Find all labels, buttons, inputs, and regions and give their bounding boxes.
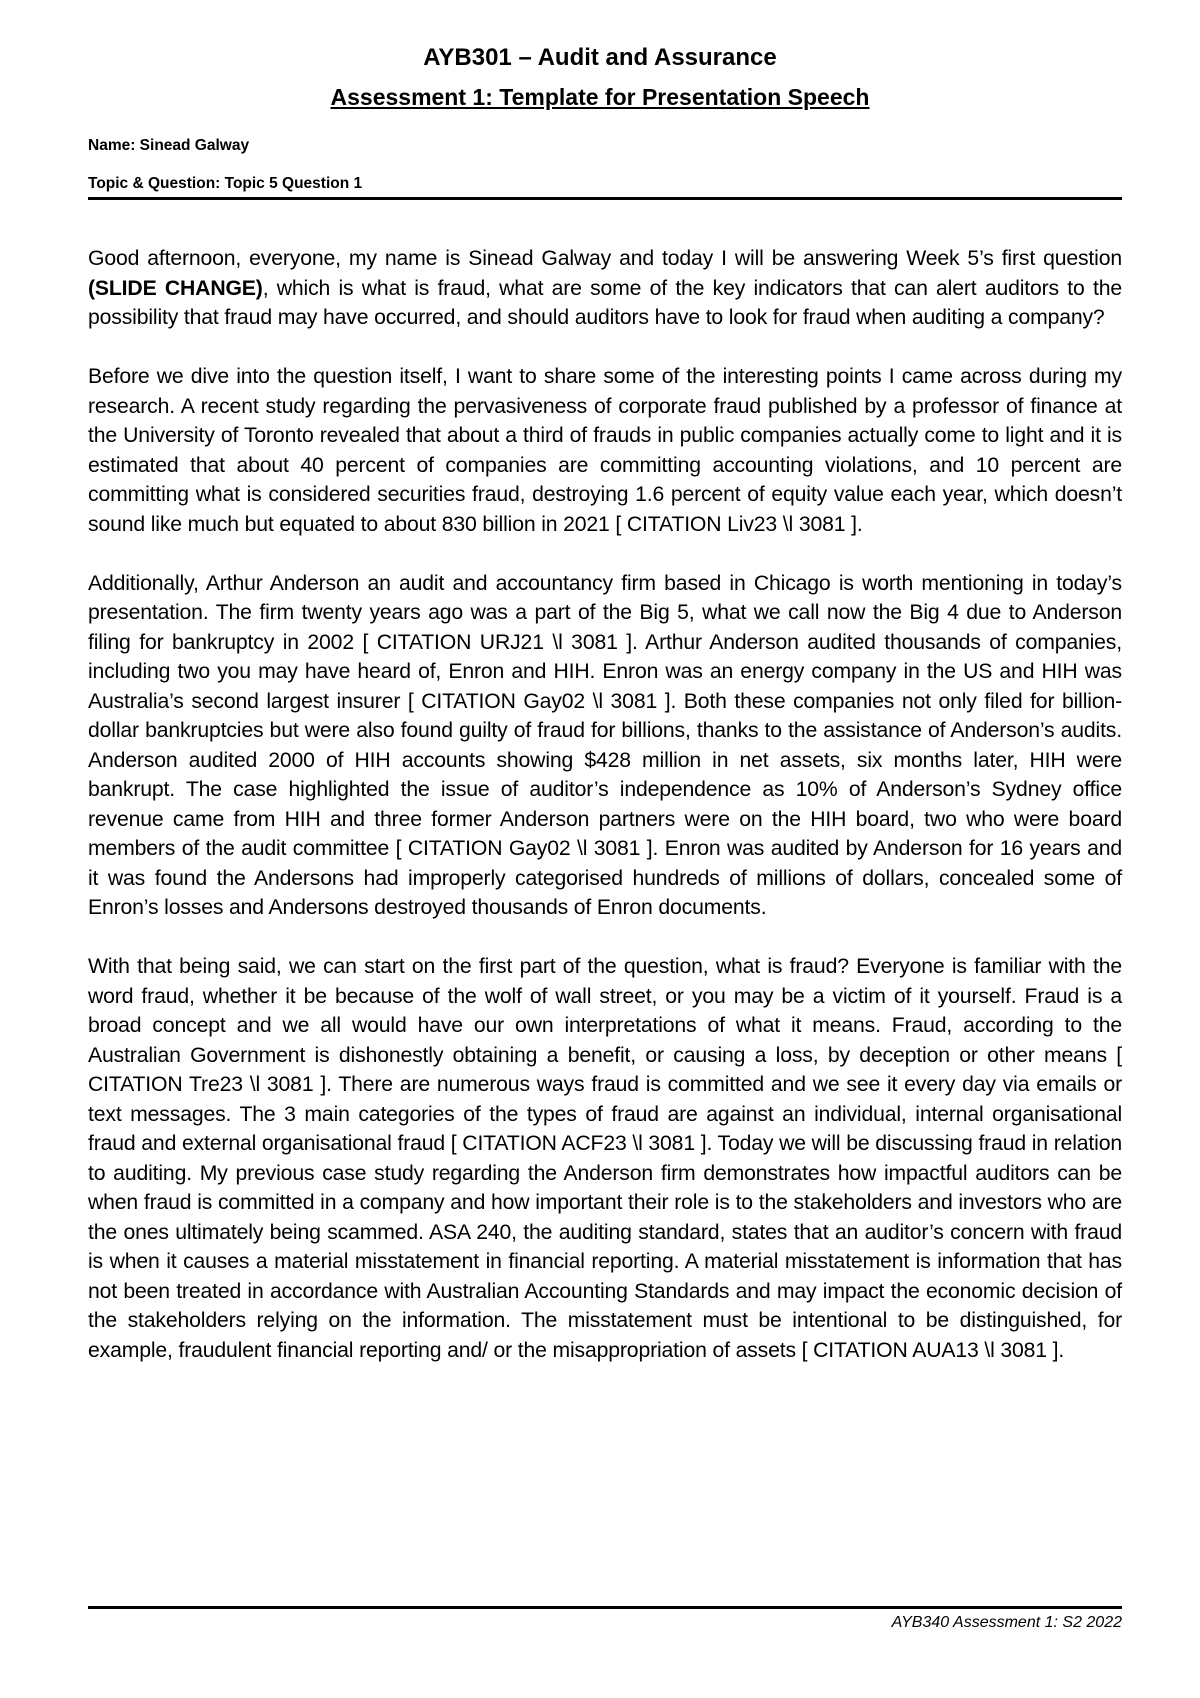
speech-body bbox=[88, 244, 1122, 1395]
topic-question: Topic & Question: Topic 5 Question 1 bbox=[88, 175, 363, 192]
page-footer: AYB340 Assessment 1: S2 2022 bbox=[891, 1614, 1122, 1631]
assessment-title: Assessment 1: Template for Presentation Speech bbox=[330, 84, 870, 110]
footer-divider bbox=[88, 1606, 1122, 1609]
paragraph-fraud-definition: With that being said, we can start on the first part of the question, what is fraud? Everyone is familiar with the word fraud, whether it be because of the wolf of wall street, or you may be a victim of it yourself. Fraud is a broad concept and we all would have our own interpretations of what it means. Fraud, according to the Australian Government is dishonestly obtaining a benefit, or causing a loss, by deception or other means [ CITATION Tre23 \l 3081 ]. There are numerous ways fraud is committed and we see it every day via emails or text messages. The 3 main categories of the types of fraud are against an individual, internal organisational fraud and external organisational fraud [ CITATION ACF23 \l 3081 ]. Today we will be discussing fraud in relation to auditing. My previous case study regarding the Anderson firm demonstrates how impactful auditors can be when fraud is committed in a company and how important their role is to the stakeholders and investors who are the ones ultimately being scammed. ASA 240, the auditing standard, states that an auditor’s concern with fraud is when it causes a material misstatement in financial reporting. A material misstatement is information that has not been treated in accordance with Australian Accounting Standards and may impact the economic decision of the stakeholders relying on the information. The misstatement must be intentional to be distinguished, for example, fraudulent financial reporting and/ or the misappropriation of assets [ CITATION AUA13 \l 3081 ]. bbox=[88, 955, 1122, 1362]
paragraph-anderson: Additionally, Arthur Anderson an audit and accountancy firm based in Chicago is worth mentioning in today’s presentation. The firm twenty years ago was a part of the Big 5, what we call now the Big 4 due to Anderson filing for bankruptcy in 2002 [ CITATION URJ21 \l 3081 ]. Arthur Anderson audited thousands of companies, including two you may have heard of, Enron and HIH. Enron was an energy company in the US and HIH was Australia’s second largest insurer [ CITATION Gay02 \l 3081 ]. Both these companies not only filed for billion-dollar bankruptcies but were also found guilty of fraud for billions, thanks to the assistance of Anderson’s audits. Anderson audited 2000 of HIH accounts showing $428 million in net assets, six months later, HIH were bankrupt. The case highlighted the issue of auditor’s independence as 10% of Anderson’s Sydney office revenue came from HIH and three former Anderson partners were on the HIH board, two who were board members of the audit committee [ CITATION Gay02 \l 3081 ]. Enron was audited by Anderson for 16 years and it was found the Andersons had improperly categorised hundreds of millions of dollars, concealed some of Enron’s losses and Andersons destroyed thousands of Enron documents. bbox=[88, 571, 1122, 919]
header-divider bbox=[88, 197, 1122, 200]
slide-change-cue: (SLIDE CHANGE) bbox=[88, 276, 263, 300]
paragraph-research: Before we dive into the question itself, I want to share some of the interesting points I came across during my research. A recent study regarding the pervasiveness of corporate fraud published by a professor of finance at the University of Toronto revealed that about a third of frauds in public companies actually come to light and it is estimated that about 40 percent of companies are committing accounting violations, and 10 percent are committing what is considered securities fraud, destroying 1.6 percent of equity value each year, which doesn’t sound like much but equated to about 830 billion in 2021 [ CITATION Liv23 \l 3081 ]. bbox=[88, 365, 1122, 536]
student-name: Name: Sinead Galway bbox=[88, 137, 250, 154]
intro-text-a: Good afternoon, everyone, my name is Sinead Galway and today I will be answering Week 5’s first question bbox=[88, 247, 1122, 270]
course-title: AYB301 – Audit and Assurance bbox=[423, 44, 777, 71]
intro-text-b: , which is what is fraud, what are some of the key indicators that can alert auditors to the possibility that fraud may have occurred, and should auditors have to look for fraud when auditing a company? bbox=[88, 276, 1122, 329]
paragraph-intro bbox=[88, 244, 1122, 333]
